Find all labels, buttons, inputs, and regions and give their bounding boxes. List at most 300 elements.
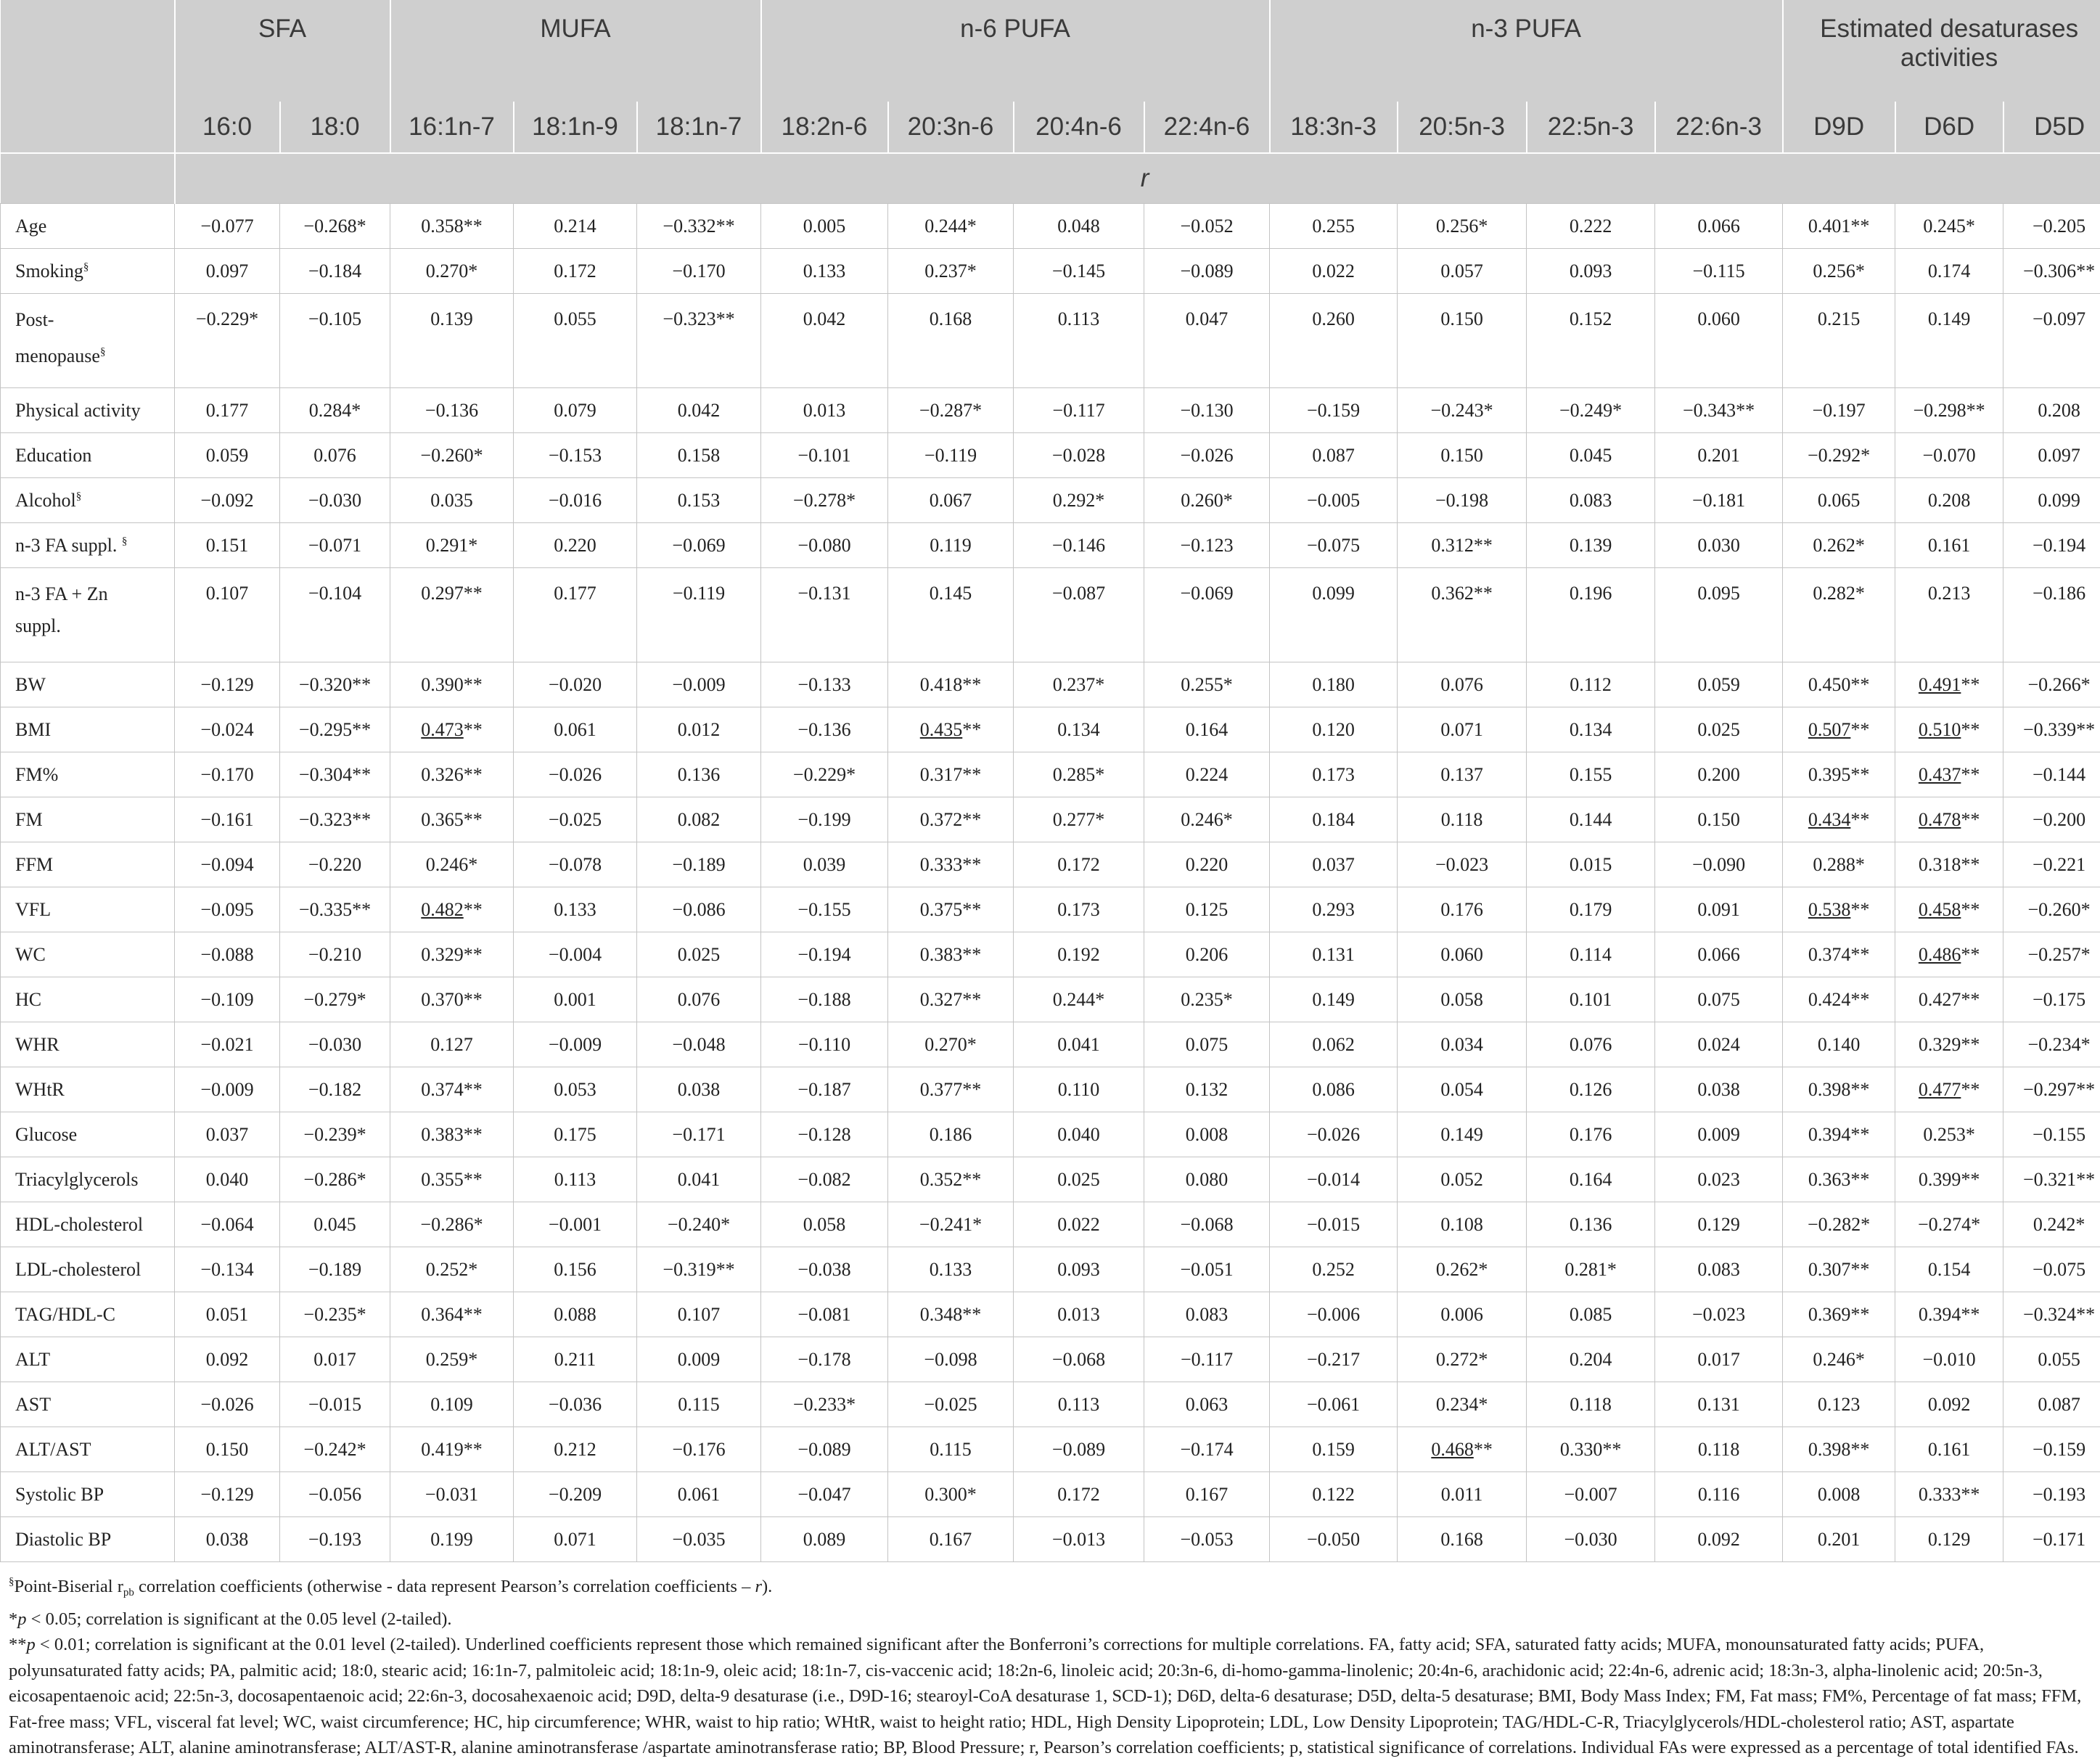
value-cell: −0.153 (514, 433, 637, 478)
value-cell: 0.083 (1527, 478, 1655, 523)
value-cell: 0.118 (1655, 1427, 1783, 1472)
value-cell: 0.293 (1270, 887, 1398, 932)
value-cell: 0.375** (888, 887, 1014, 932)
value-cell: −0.081 (761, 1292, 888, 1337)
value-cell: 0.060 (1398, 932, 1527, 977)
row-label-text: FFM (15, 854, 53, 875)
value-cell: −0.014 (1270, 1157, 1398, 1202)
value-cell: 0.109 (390, 1382, 514, 1427)
value-cell: 0.017 (1655, 1337, 1783, 1382)
value-cell: −0.198 (1398, 478, 1527, 523)
value-cell: 0.256* (1398, 204, 1527, 249)
value-cell: 0.113 (1014, 294, 1144, 388)
value-cell: −0.013 (1014, 1517, 1144, 1562)
value-cell: −0.009 (637, 662, 761, 707)
value-cell: 0.075 (1655, 977, 1783, 1022)
row-label (1, 1337, 175, 1382)
table-row (1, 1472, 2100, 1517)
group-header: n-3 PUFA (1270, 0, 1783, 102)
value-cell: 0.132 (1144, 1067, 1270, 1112)
value-cell: 0.008 (1144, 1112, 1270, 1157)
value-cell: −0.028 (1014, 433, 1144, 478)
row-label-text: n-3 FA suppl. (15, 535, 122, 556)
value-cell: 0.164 (1144, 707, 1270, 752)
table-row (1, 1022, 2100, 1067)
footnote-3: **p < 0.01; correlation is significant at the 0.01 level (2-tailed). Underlined coefficients represent those which remained significant after the Bonferroni’s corrections for multiple correlations. FA, fatty acid; SFA, saturated fatty acids; MUFA, monounsaturated fatty acids; PUFA, polyunsaturated fatty acids; PA, palmitic acid; 18:0, stearic acid; 16:1n-7, palmitoleic acid; 18:1n-9, oleic acid; 18:1n-7, cis-vaccenic acid; 18:2n-6, linoleic acid; 20:3n-6, di-homo-gamma-linolenic; 20:4n-6, arachidonic acid; 22:4n-6, adrenic acid; 18:3n-3, alpha-linolenic acid; 20:5n-3, eicosapentaenoic acid; 22:5n-3, docosapentaenoic acid; 22:6n-3, docosahexaenoic acid; D9D, delta-9 desaturase (i.e., D9D-16; stearoyl-CoA desaturase 1, SCD-1); D6D, delta-6 desaturase; D5D, delta-5 desaturase; BMI, Body Mass Index; FM, Fat mass; FM%, Percentage of fat mass; FFM, Fat-free mass; VFL, visceral fat level; WC, waist circumference; HC, hip circumference; WHR, waist to hip ratio; WHtR, waist to height ratio; HDL, High Density Lipoprotein; LDL, Low Density Lipoprotein; TAG/HDL-C-R, Triacylglycerols/HDL-cholesterol ratio; AST, aspartate aminotransferase; ALT, alanine aminotransferase; ALT/AST-R, alanine aminotransferase /aspartate aminotransferase ratio; BP, Blood Pressure; r, Pearson’s correlation coefficients; p, statistical significance of correlations. Individual FAs were expressed as a percentage of total identified FAs. (9, 1632, 2091, 1761)
value-cell: 0.009 (637, 1337, 761, 1382)
value-cell: 0.327** (888, 977, 1014, 1022)
value-cell: −0.025 (888, 1382, 1014, 1427)
value-cell: −0.286* (390, 1202, 514, 1247)
table-row (1, 797, 2100, 842)
value-cell: −0.056 (280, 1472, 390, 1517)
value-cell: 0.297** (390, 568, 514, 662)
value-cell: −0.110 (761, 1022, 888, 1067)
value-cell: 0.260* (1144, 478, 1270, 523)
value-cell: −0.197 (1783, 388, 1895, 433)
value-cell: −0.075 (1270, 523, 1398, 568)
row-label (1, 1112, 175, 1157)
value-cell: −0.123 (1144, 523, 1270, 568)
value-cell: 0.167 (888, 1517, 1014, 1562)
value-cell: −0.021 (175, 1022, 280, 1067)
stat-header-row (1, 153, 2100, 204)
value-cell: 0.120 (1270, 707, 1398, 752)
value-cell: −0.119 (637, 568, 761, 662)
value-cell: 0.348** (888, 1292, 1014, 1337)
value-cell: 0.048 (1014, 204, 1144, 249)
row-label (1, 478, 175, 523)
value-cell (390, 707, 514, 752)
value-cell: −0.129 (175, 1472, 280, 1517)
value-cell: −0.117 (1014, 388, 1144, 433)
table-row (1, 662, 2100, 707)
value-cell: −0.006 (1270, 1292, 1398, 1337)
value-cell: −0.026 (514, 752, 637, 797)
value-cell: −0.098 (888, 1337, 1014, 1382)
value-cell: 0.419** (390, 1427, 514, 1472)
row-label-text: Age (15, 215, 46, 237)
value-cell: 0.168 (1398, 1517, 1527, 1562)
value-cell: −0.209 (514, 1472, 637, 1517)
group-header: MUFA (390, 0, 761, 102)
value-cell: −0.026 (1144, 433, 1270, 478)
value-cell: −0.229* (175, 294, 280, 388)
table-row (1, 294, 2100, 388)
row-label (1, 1022, 175, 1067)
value-cell: −0.015 (1270, 1202, 1398, 1247)
value-cell: −0.260* (2003, 887, 2100, 932)
row-label (1, 752, 175, 797)
row-label (1, 294, 175, 388)
value-cell: 0.052 (1398, 1157, 1527, 1202)
value-cell: −0.146 (1014, 523, 1144, 568)
value-cell: −0.332** (637, 204, 761, 249)
value-cell: 0.115 (888, 1427, 1014, 1472)
value-cell: −0.026 (1270, 1112, 1398, 1157)
point-biserial-marker: § (83, 261, 89, 273)
value-cell: 0.150 (175, 1427, 280, 1472)
value-cell: −0.030 (280, 478, 390, 523)
value-cell: 0.155 (1527, 752, 1655, 797)
value-cell: −0.015 (280, 1382, 390, 1427)
value-cell: 0.312** (1398, 523, 1527, 568)
value-cell: 0.097 (175, 249, 280, 294)
value-cell: −0.229* (761, 752, 888, 797)
table-row (1, 1517, 2100, 1562)
value-cell: 0.131 (1655, 1382, 1783, 1427)
row-label-line: n-3 FA + Zn (15, 583, 108, 604)
value-cell: −0.031 (390, 1472, 514, 1517)
value-cell: −0.220 (280, 842, 390, 887)
value-cell: 0.260 (1270, 294, 1398, 388)
value-cell (1783, 887, 1895, 932)
underlined-coefficient: 0.510 (1919, 719, 1961, 740)
value-cell: 0.108 (1398, 1202, 1527, 1247)
value-cell: 0.427** (1895, 977, 2003, 1022)
footnote-marker: § (9, 1576, 15, 1588)
value-cell: −0.105 (280, 294, 390, 388)
value-cell (1895, 662, 2003, 707)
value-cell: 0.122 (1270, 1472, 1398, 1517)
column-header: 18:1n-9 (514, 102, 637, 153)
value-cell: 0.063 (1144, 1382, 1270, 1427)
value-cell: −0.052 (1144, 204, 1270, 249)
value-cell: 0.005 (761, 204, 888, 249)
value-cell: −0.068 (1144, 1202, 1270, 1247)
row-label (1, 204, 175, 249)
row-label (1, 249, 175, 294)
value-cell: 0.204 (1527, 1337, 1655, 1382)
value-cell: 0.150 (1655, 797, 1783, 842)
row-label (1, 523, 175, 568)
value-cell: 0.177 (514, 568, 637, 662)
underlined-coefficient: 0.468 (1431, 1439, 1474, 1460)
table-row (1, 204, 2100, 249)
value-cell: 0.242* (2003, 1202, 2100, 1247)
value-cell: −0.260* (390, 433, 514, 478)
value-cell: −0.051 (1144, 1247, 1270, 1292)
row-label-text: HC (15, 989, 41, 1010)
value-cell: 0.042 (761, 294, 888, 388)
value-cell: −0.036 (514, 1382, 637, 1427)
value-cell: −0.200 (2003, 797, 2100, 842)
value-cell: −0.092 (175, 478, 280, 523)
value-cell: 0.025 (1014, 1157, 1144, 1202)
value-cell: 0.234* (1398, 1382, 1527, 1427)
value-cell: −0.323** (280, 797, 390, 842)
value-cell: −0.221 (2003, 842, 2100, 887)
row-label (1, 1292, 175, 1337)
value-cell: 0.352** (888, 1157, 1014, 1202)
value-cell: 0.030 (1655, 523, 1783, 568)
value-cell: −0.089 (1014, 1427, 1144, 1472)
value-cell: 0.154 (1895, 1247, 2003, 1292)
value-cell: −0.188 (761, 977, 888, 1022)
value-cell: 0.168 (888, 294, 1014, 388)
value-cell: −0.016 (514, 478, 637, 523)
value-cell: 0.158 (637, 433, 761, 478)
value-cell: 0.086 (1270, 1067, 1398, 1112)
row-label-line: Post- (15, 309, 54, 330)
column-header: D9D (1783, 102, 1895, 153)
value-cell: −0.186 (2003, 568, 2100, 662)
value-cell: 0.149 (1895, 294, 2003, 388)
value-cell: 0.038 (175, 1517, 280, 1562)
value-cell: 0.137 (1398, 752, 1527, 797)
value-cell: 0.161 (1895, 1427, 2003, 1472)
row-label-text: Systolic BP (15, 1484, 104, 1505)
value-cell: 0.060 (1655, 294, 1783, 388)
value-cell: 0.282* (1783, 568, 1895, 662)
table-row (1, 707, 2100, 752)
value-cell: 0.317** (888, 752, 1014, 797)
value-cell: 0.059 (175, 433, 280, 478)
value-cell: 0.365** (390, 797, 514, 842)
row-label-text: WHR (15, 1034, 60, 1055)
header-corner (1, 102, 175, 153)
value-cell: 0.370** (390, 977, 514, 1022)
point-biserial-marker: § (76, 490, 82, 502)
value-cell: −0.174 (1144, 1427, 1270, 1472)
table-row (1, 1202, 2100, 1247)
value-cell: 0.023 (1655, 1157, 1783, 1202)
group-header-row (1, 0, 2100, 102)
value-cell: −0.075 (2003, 1247, 2100, 1292)
table-row (1, 752, 2100, 797)
value-cell: 0.164 (1527, 1157, 1655, 1202)
significance-stars: ** (1850, 719, 1869, 740)
table-row (1, 478, 2100, 523)
value-cell: 0.006 (1398, 1292, 1527, 1337)
value-cell: 0.149 (1398, 1112, 1527, 1157)
value-cell: −0.235* (280, 1292, 390, 1337)
value-cell: 0.136 (637, 752, 761, 797)
value-cell: −0.233* (761, 1382, 888, 1427)
value-cell: 0.394** (1783, 1112, 1895, 1157)
value-cell: −0.048 (637, 1022, 761, 1067)
value-cell: 0.116 (1655, 1472, 1783, 1517)
value-cell: 0.076 (280, 433, 390, 478)
value-cell: 0.066 (1655, 204, 1783, 249)
value-cell: 0.087 (1270, 433, 1398, 478)
value-cell: 0.017 (280, 1337, 390, 1382)
significance-stars: ** (464, 719, 483, 740)
stat-label: r (175, 153, 2100, 204)
value-cell: 0.151 (175, 523, 280, 568)
value-cell: −0.007 (1527, 1472, 1655, 1517)
value-cell: 0.237* (888, 249, 1014, 294)
row-label-text: HDL-cholesterol (15, 1214, 143, 1235)
value-cell: 0.022 (1014, 1202, 1144, 1247)
underlined-coefficient: 0.477 (1919, 1079, 1961, 1100)
footnote-2: *p < 0.05; correlation is significant at the 0.05 level (2-tailed). (9, 1606, 2091, 1633)
value-cell: 0.212 (514, 1427, 637, 1472)
value-cell: 0.055 (514, 294, 637, 388)
value-cell: 0.062 (1270, 1022, 1398, 1067)
table-row (1, 977, 2100, 1022)
value-cell: 0.259* (390, 1337, 514, 1382)
row-label (1, 977, 175, 1022)
row-label (1, 1517, 175, 1562)
value-cell: 0.262* (1398, 1247, 1527, 1292)
value-cell: 0.058 (761, 1202, 888, 1247)
value-cell (1783, 797, 1895, 842)
value-cell: 0.377** (888, 1067, 1014, 1112)
footnotes (0, 1562, 2100, 1761)
row-label-line: menopause (15, 345, 100, 366)
value-cell: 0.133 (761, 249, 888, 294)
value-cell: −0.088 (175, 932, 280, 977)
value-cell: 0.246* (1144, 797, 1270, 842)
value-cell (1783, 707, 1895, 752)
value-cell: 0.112 (1527, 662, 1655, 707)
value-cell: 0.418** (888, 662, 1014, 707)
value-cell: −0.047 (761, 1472, 888, 1517)
value-cell: 0.395** (1783, 752, 1895, 797)
value-cell: 0.061 (514, 707, 637, 752)
row-label (1, 433, 175, 478)
value-cell: −0.159 (1270, 388, 1398, 433)
value-cell: 0.040 (1014, 1112, 1144, 1157)
value-cell: 0.201 (1655, 433, 1783, 478)
underlined-coefficient: 0.434 (1808, 809, 1851, 830)
value-cell: 0.235* (1144, 977, 1270, 1022)
value-cell: −0.189 (637, 842, 761, 887)
value-cell: −0.070 (1895, 433, 2003, 478)
value-cell: 0.175 (514, 1112, 637, 1157)
row-label (1, 932, 175, 977)
value-cell: −0.184 (280, 249, 390, 294)
value-cell: −0.030 (1527, 1517, 1655, 1562)
significance-stars: ** (1961, 944, 1980, 965)
row-label-line: suppl. (15, 615, 61, 636)
value-cell: 0.424** (1783, 977, 1895, 1022)
significance-stars: ** (1961, 674, 1980, 695)
column-header: 20:4n-6 (1014, 102, 1144, 153)
value-cell: −0.069 (637, 523, 761, 568)
value-cell: 0.244* (1014, 977, 1144, 1022)
underlined-coefficient: 0.486 (1919, 944, 1961, 965)
value-cell: 0.201 (1783, 1517, 1895, 1562)
value-cell: 0.206 (1144, 932, 1270, 977)
value-cell: −0.161 (175, 797, 280, 842)
value-cell: 0.281* (1527, 1247, 1655, 1292)
value-cell (1895, 887, 2003, 932)
value-cell: 0.176 (1527, 1112, 1655, 1157)
value-cell: 0.156 (514, 1247, 637, 1292)
underlined-coefficient: 0.491 (1919, 674, 1961, 695)
value-cell: −0.050 (1270, 1517, 1398, 1562)
underlined-coefficient: 0.507 (1808, 719, 1851, 740)
value-cell: −0.064 (175, 1202, 280, 1247)
value-cell: 0.139 (1527, 523, 1655, 568)
value-cell: −0.194 (761, 932, 888, 977)
value-cell: 0.394** (1895, 1292, 2003, 1337)
value-cell: 0.038 (1655, 1067, 1783, 1112)
value-cell: 0.172 (1014, 1472, 1144, 1517)
value-cell (1398, 1427, 1527, 1472)
value-cell: 0.390** (390, 662, 514, 707)
value-cell: 0.292* (1014, 478, 1144, 523)
value-cell (1895, 797, 2003, 842)
value-cell: 0.041 (637, 1157, 761, 1202)
value-cell: −0.068 (1014, 1337, 1144, 1382)
value-cell: 0.013 (1014, 1292, 1144, 1337)
value-cell: 0.008 (1783, 1472, 1895, 1517)
value-cell: 0.089 (761, 1517, 888, 1562)
value-cell: −0.241* (888, 1202, 1014, 1247)
row-label (1, 1247, 175, 1292)
value-cell: 0.034 (1398, 1022, 1527, 1067)
value-cell: −0.324** (2003, 1292, 2100, 1337)
value-cell (1895, 932, 2003, 977)
value-cell: 0.383** (390, 1112, 514, 1157)
underlined-coefficient: 0.458 (1919, 899, 1961, 920)
value-cell: −0.145 (1014, 249, 1144, 294)
row-label (1, 1382, 175, 1427)
row-label (1, 568, 175, 662)
table-row (1, 842, 2100, 887)
value-cell: 0.025 (1655, 707, 1783, 752)
value-cell: 0.118 (1398, 797, 1527, 842)
value-cell: −0.304** (280, 752, 390, 797)
value-cell: −0.242* (280, 1427, 390, 1472)
value-cell: −0.257* (2003, 932, 2100, 977)
value-cell: −0.279* (280, 977, 390, 1022)
value-cell: 0.053 (514, 1067, 637, 1112)
row-label (1, 1427, 175, 1472)
value-cell: 0.291* (390, 523, 514, 568)
value-cell: 0.358** (390, 204, 514, 249)
value-cell: 0.001 (514, 977, 637, 1022)
table-row (1, 1427, 2100, 1472)
column-header: D5D (2003, 102, 2100, 153)
row-label-text: TAG/HDL-C (15, 1304, 115, 1325)
value-cell: 0.097 (2003, 433, 2100, 478)
value-cell: 0.285* (1014, 752, 1144, 797)
value-cell: 0.152 (1527, 294, 1655, 388)
value-cell: −0.182 (280, 1067, 390, 1112)
value-cell (1895, 752, 2003, 797)
value-cell: 0.300* (888, 1472, 1014, 1517)
value-cell: 0.262* (1783, 523, 1895, 568)
value-cell: 0.161 (1895, 523, 2003, 568)
value-cell: −0.249* (1527, 388, 1655, 433)
value-cell: 0.015 (1527, 842, 1655, 887)
value-cell: −0.217 (1270, 1337, 1398, 1382)
value-cell: 0.372** (888, 797, 1014, 842)
value-cell: 0.326** (390, 752, 514, 797)
value-cell: 0.270* (888, 1022, 1014, 1067)
table-row (1, 1157, 2100, 1202)
value-cell: −0.009 (175, 1067, 280, 1112)
value-cell: 0.192 (1014, 932, 1144, 977)
value-cell: 0.252* (390, 1247, 514, 1292)
value-cell: −0.234* (2003, 1022, 2100, 1067)
row-label (1, 1157, 175, 1202)
value-cell: −0.274* (1895, 1202, 2003, 1247)
value-cell: −0.187 (761, 1067, 888, 1112)
row-label-text: FM% (15, 764, 58, 785)
row-label (1, 797, 175, 842)
value-cell: −0.319** (637, 1247, 761, 1292)
significance-stars: ** (464, 899, 483, 920)
value-cell: 0.277* (1014, 797, 1144, 842)
value-cell: 0.013 (761, 388, 888, 433)
point-biserial-marker: § (122, 535, 128, 547)
row-label-text: LDL-cholesterol (15, 1259, 141, 1280)
